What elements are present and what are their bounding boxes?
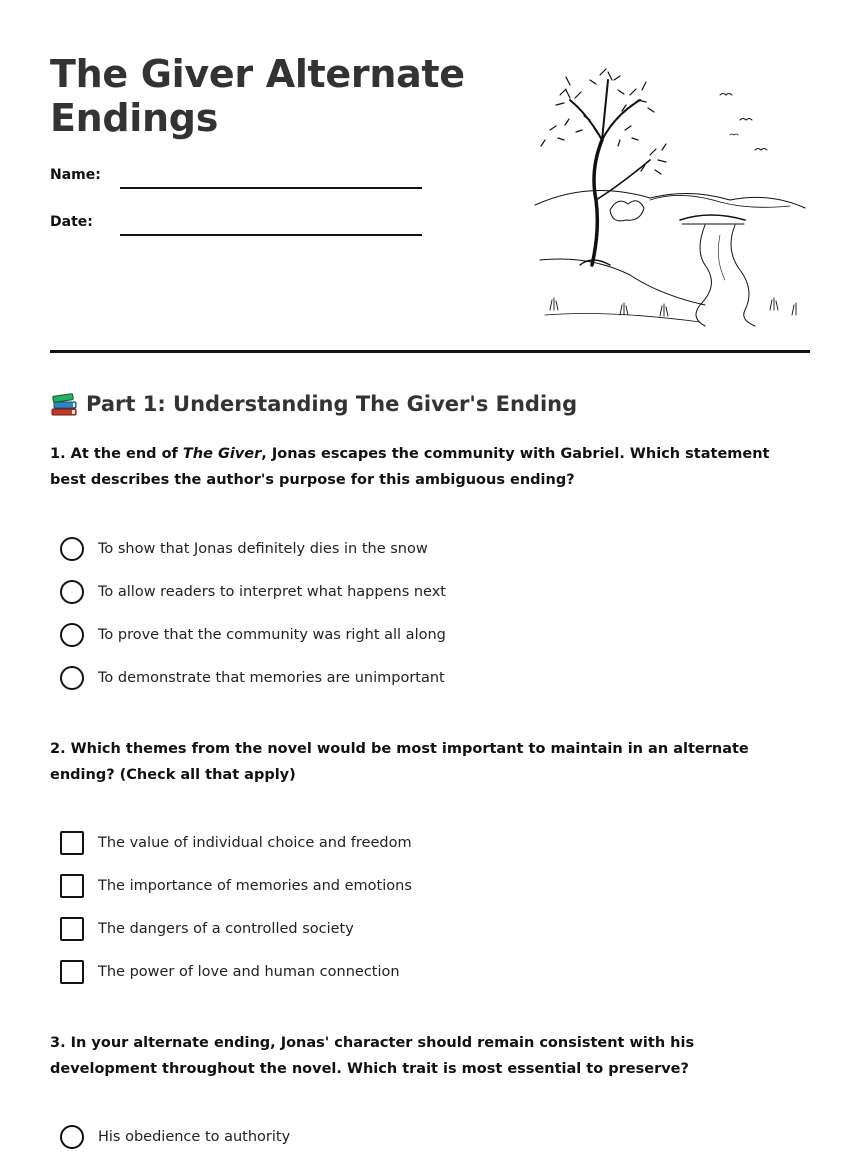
question-1-suffix: , Jonas escapes the community with Gabriel. Which statement best describes the author's purpose for this ambiguous ending? — [50, 446, 770, 488]
q1-option-4-label: To demonstrate that memories are unimportant — [98, 670, 445, 686]
question-1-prefix: 1. At the end of — [50, 446, 183, 462]
radio-button[interactable] — [60, 537, 84, 561]
radio-button[interactable] — [60, 666, 84, 690]
radio-button[interactable] — [60, 1125, 84, 1149]
part1-title: Part 1: Understanding The Giver's Ending — [86, 392, 578, 416]
checkbox[interactable] — [60, 874, 84, 898]
q3-option-1-label: His obedience to authority — [98, 1129, 291, 1145]
date-line[interactable] — [120, 234, 422, 236]
q2-option-2-label: The importance of memories and emotions — [98, 878, 412, 894]
q1-option-1[interactable] — [60, 536, 428, 562]
q2-option-1-label: The value of individual choice and freedom — [98, 835, 412, 851]
q2-option-3-label: The dangers of a controlled society — [98, 921, 354, 937]
question-1 — [50, 441, 790, 493]
q1-option-2-label: To allow readers to interpret what happens next — [98, 584, 446, 600]
q1-option-2[interactable] — [60, 579, 446, 605]
checkbox[interactable] — [60, 917, 84, 941]
q1-option-4[interactable] — [60, 665, 445, 691]
q1-option-3-label: To prove that the community was right all along — [98, 627, 446, 643]
name-label: Name: — [50, 167, 101, 183]
q2-option-1[interactable] — [60, 830, 412, 856]
q2-option-3[interactable] — [60, 916, 354, 942]
checkbox[interactable] — [60, 960, 84, 984]
checkbox[interactable] — [60, 831, 84, 855]
question-1-book-title: The Giver — [182, 446, 262, 462]
q3-option-1[interactable] — [60, 1124, 290, 1150]
part1-heading — [50, 388, 577, 420]
q2-option-4[interactable] — [60, 959, 400, 985]
radio-button[interactable] — [60, 623, 84, 647]
q1-option-1-label: To show that Jonas definitely dies in the snow — [98, 541, 428, 557]
tree-landscape-illustration — [530, 60, 810, 328]
question-2: 2. Which themes from the novel would be most important to maintain in an alternate ending? (Check all that apply) — [50, 741, 749, 783]
q2-option-2[interactable] — [60, 873, 412, 899]
header-divider — [50, 350, 810, 353]
books-icon — [50, 391, 78, 417]
q1-option-3[interactable] — [60, 622, 446, 648]
date-label: Date: — [50, 214, 93, 230]
worksheet-title: The Giver Alternate Endings — [50, 52, 465, 140]
name-line[interactable] — [120, 187, 422, 189]
name-field[interactable] — [50, 167, 422, 191]
question-3: 3. In your alternate ending, Jonas' character should remain consistent with his development throughout the novel. Which trait is most essential to preserve? — [50, 1035, 695, 1077]
radio-button[interactable] — [60, 580, 84, 604]
q2-option-4-label: The power of love and human connection — [98, 964, 400, 980]
date-field[interactable] — [50, 214, 422, 238]
